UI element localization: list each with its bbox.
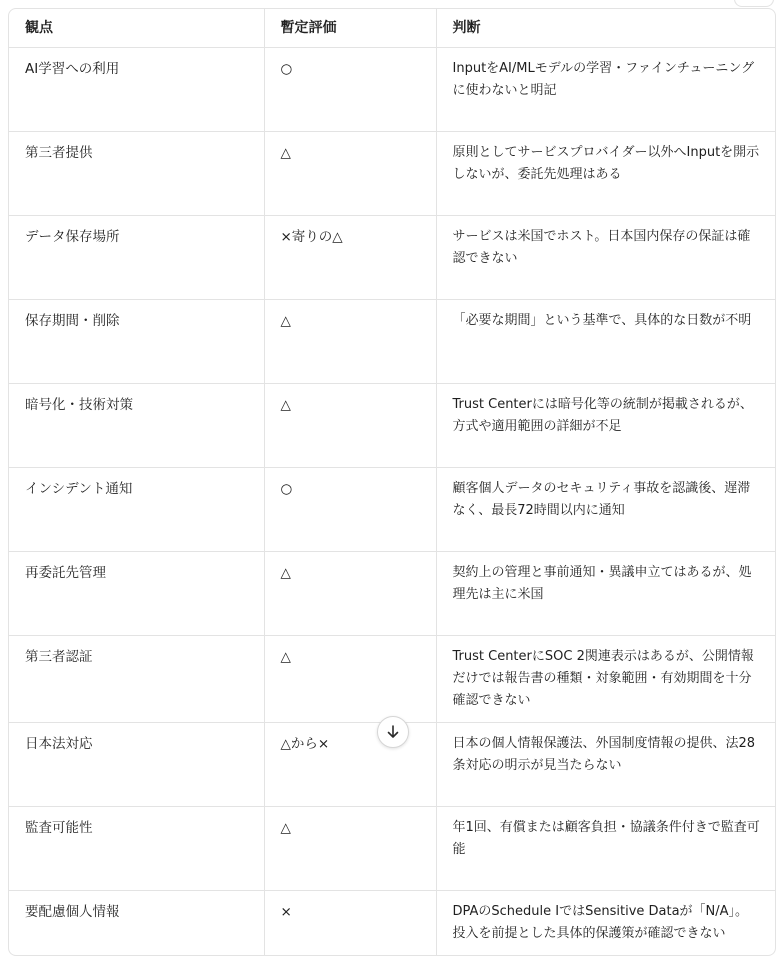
- cell-judgment: 契約上の管理と事前通知・異議申立てはあるが、処理先は主に米国: [436, 552, 775, 636]
- table-row: [9, 891, 775, 956]
- column-header-judgment: 判断: [436, 9, 775, 48]
- table-row: [9, 300, 775, 384]
- cell-aspect: インシデント通知: [9, 468, 264, 552]
- cell-judgment: 日本の個人情報保護法、外国制度情報の提供、法28条対応の明示が見当たらない: [436, 723, 775, 807]
- table-row: [9, 468, 775, 552]
- table-header-row: [9, 9, 775, 48]
- cell-aspect: 監査可能性: [9, 807, 264, 891]
- cell-judgment: Trust CenterにSOC 2関連表示はあるが、公開情報だけでは報告書の種類・対象範囲・有効期間を十分確認できない: [436, 636, 775, 723]
- cell-judgment: InputをAI/MLモデルの学習・ファインチューニングに使わないと明記: [436, 48, 775, 132]
- column-header-rating: 暫定評価: [264, 9, 436, 48]
- cell-aspect: 第三者認証: [9, 636, 264, 723]
- cell-judgment: サービスは米国でホスト。日本国内保存の保証は確認できない: [436, 216, 775, 300]
- cell-rating: △: [264, 807, 436, 891]
- cell-judgment: 顧客個人データのセキュリティ事故を認識後、遅滞なく、最長72時間以内に通知: [436, 468, 775, 552]
- column-header-aspect: 観点: [9, 9, 264, 48]
- cell-aspect: 日本法対応: [9, 723, 264, 807]
- cell-aspect: 再委託先管理: [9, 552, 264, 636]
- cell-rating: ×: [264, 891, 436, 956]
- cell-judgment: 「必要な期間」という基準で、具体的な日数が不明: [436, 300, 775, 384]
- cell-aspect: 保存期間・削除: [9, 300, 264, 384]
- cell-judgment: 原則としてサービスプロバイダー以外へInputを開示しないが、委託先処理はある: [436, 132, 775, 216]
- cell-aspect: 要配慮個人情報: [9, 891, 264, 956]
- cell-rating: △: [264, 300, 436, 384]
- table-row: [9, 132, 775, 216]
- evaluation-table-container: [8, 8, 776, 956]
- table-row: [9, 48, 775, 132]
- cell-aspect: AI学習への利用: [9, 48, 264, 132]
- cell-aspect: 第三者提供: [9, 132, 264, 216]
- adjacent-panel-corner: [734, 0, 774, 7]
- table-row: [9, 216, 775, 300]
- scroll-to-bottom-button[interactable]: [377, 716, 409, 748]
- cell-rating: △: [264, 132, 436, 216]
- cell-aspect: データ保存場所: [9, 216, 264, 300]
- cell-judgment: 年1回、有償または顧客負担・協議条件付きで監査可能: [436, 807, 775, 891]
- table-row: [9, 807, 775, 891]
- cell-judgment: Trust Centerには暗号化等の統制が掲載されるが、方式や適用範囲の詳細が不足: [436, 384, 775, 468]
- table-row: [9, 636, 775, 723]
- cell-rating: ○: [264, 468, 436, 552]
- table-row: [9, 552, 775, 636]
- evaluation-table: [9, 9, 775, 955]
- cell-rating: △: [264, 552, 436, 636]
- arrow-down-icon: [385, 724, 401, 740]
- cell-rating: △: [264, 384, 436, 468]
- cell-rating: △: [264, 636, 436, 723]
- cell-judgment: DPAのSchedule IではSensitive Dataが「N/A」。投入を前提とした具体的保護策が確認できない: [452, 904, 749, 941]
- cell-rating: ×寄りの△: [264, 216, 436, 300]
- cell-rating: ○: [264, 48, 436, 132]
- cell-rating: △から×: [264, 723, 436, 807]
- table-row: [9, 384, 775, 468]
- cell-aspect: 暗号化・技術対策: [9, 384, 264, 468]
